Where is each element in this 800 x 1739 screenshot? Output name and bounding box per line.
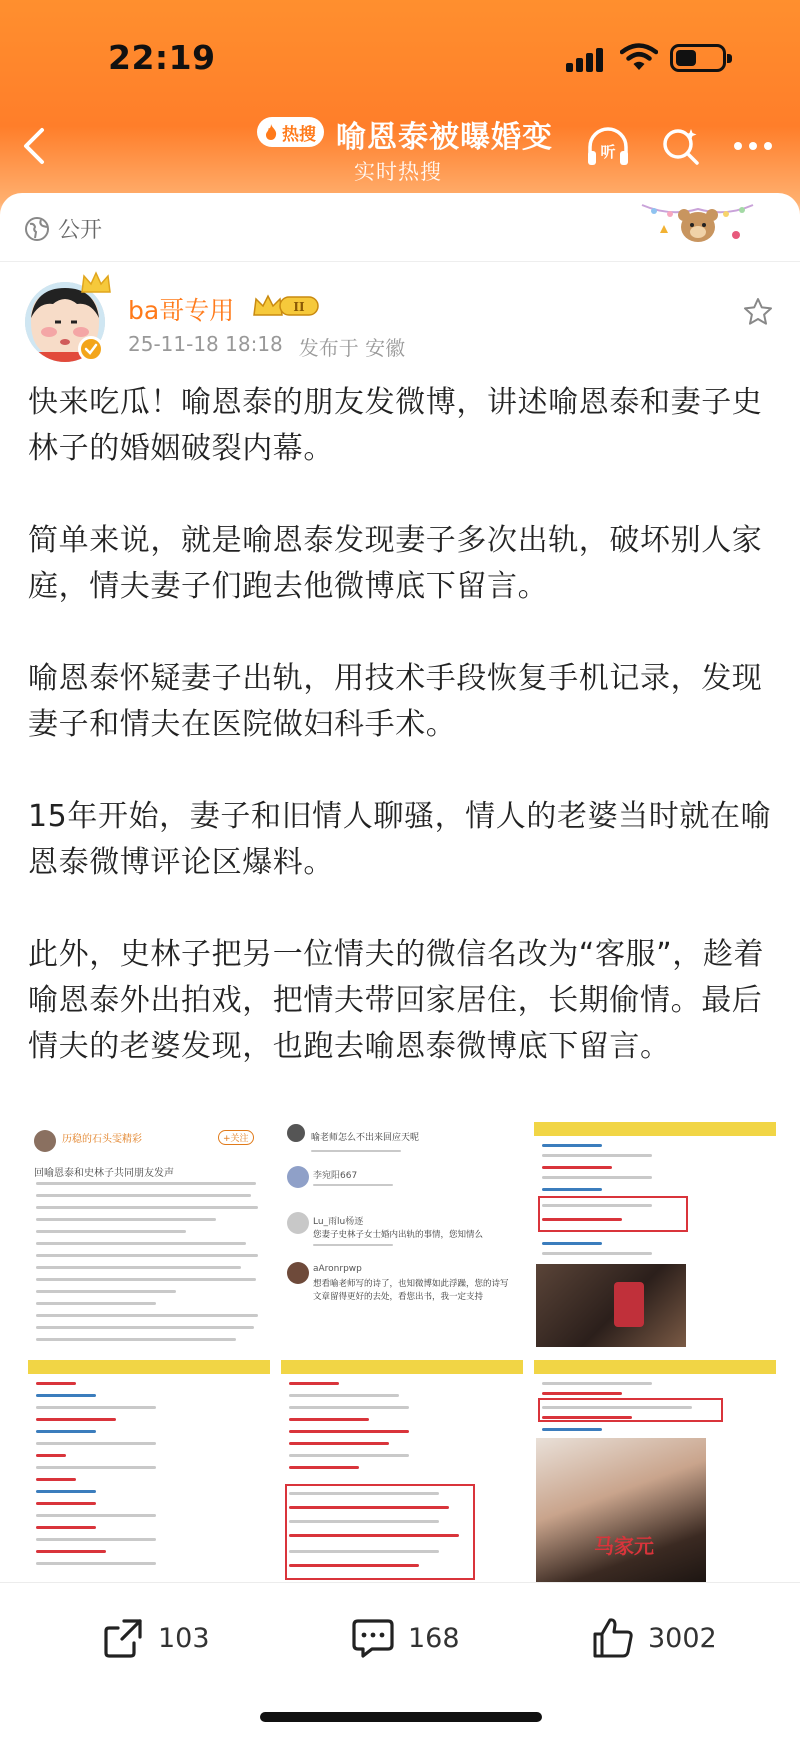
hot-search-badge-label: 热搜 [282, 124, 316, 145]
thumb-user: Lu_雨lu杨逐 [313, 1217, 364, 1227]
thumb-heading: 回喻恩泰和史林子共同朋友发声 [34, 1168, 174, 1179]
hot-search-badge [257, 117, 324, 147]
author-name[interactable]: ba哥专用 [128, 296, 235, 325]
back-arrow-icon[interactable] [16, 126, 56, 166]
verified-badge-icon [78, 336, 104, 362]
battery-icon [670, 44, 726, 72]
status-time: 22:19 [108, 38, 216, 77]
nav-bar [0, 100, 800, 190]
post-location: 发布于 安徽 [298, 336, 406, 360]
thumb-user: aAronrpwp [313, 1264, 362, 1274]
decorative-bear-sticker [640, 197, 755, 247]
level-badge-label: II [293, 300, 305, 314]
image-thumbnail-4[interactable] [28, 1360, 270, 1585]
image-grid [28, 1122, 776, 1582]
image-thumbnail-6[interactable] [534, 1360, 776, 1585]
wifi-icon [620, 42, 658, 72]
thumb-watermark: 马家元 [594, 1534, 654, 1558]
post-paragraph: 快来吃瓜！喻恩泰的朋友发微博，讲述喻恩泰和妻子史林子的婚姻破裂内幕。 [28, 385, 763, 466]
status-bar [0, 0, 800, 110]
thumbs-up-icon [590, 1615, 636, 1661]
visibility-row [24, 213, 102, 244]
thumb-follow-button: +关注 [218, 1130, 254, 1145]
visibility-label: 公开 [58, 218, 103, 243]
post-paragraph: 此外，史林子把另一位情夫的微信名改为“客服”，趁着喻恩泰外出拍戏，把情夫带回家居住，长期偷情。最后情夫的老婆发现，也跑去喻恩泰微博底下留言。 [28, 937, 765, 1064]
repost-count: 103 [158, 1622, 210, 1654]
share-icon [100, 1615, 146, 1661]
post-paragraph: 简单来说，就是喻恩泰发现妻子多次出轨，破坏别人家庭，情夫妻子们跑去他微博底下留言。 [28, 523, 763, 604]
comment-count: 168 [408, 1622, 460, 1654]
repost-button[interactable] [100, 1613, 210, 1663]
svg-text:听: 听 [600, 143, 616, 161]
post-paragraph: 15年开始，妻子和旧情人聊骚，情人的老婆当时就在喻恩泰微博评论区爆料。 [28, 799, 772, 880]
post-date: 25-11-18 18:18 [128, 332, 283, 356]
thumb-comment: 喻老师怎么不出来回应天呢 [311, 1133, 420, 1143]
post-paragraph: 喻恩泰怀疑妻子出轨，用技术手段恢复手机记录，发现妻子和情夫在医院做妇科手术。 [28, 661, 763, 742]
crown-icon [79, 270, 113, 296]
cellular-signal-icon [566, 48, 606, 72]
thumb-author: 历稳的石头雯精彩 [62, 1134, 142, 1145]
post-meta [128, 332, 405, 361]
like-count: 3002 [648, 1622, 717, 1654]
globe-icon [24, 216, 50, 242]
home-indicator [260, 1712, 542, 1722]
flame-icon [263, 123, 279, 141]
like-button[interactable] [590, 1613, 717, 1663]
image-thumbnail-2[interactable] [281, 1122, 523, 1347]
topic-title: 喻恩泰被曝婚变 [336, 120, 553, 155]
comment-icon [350, 1615, 396, 1661]
thumb-comment: 您妻子史林子女士婚内出轨的事情，您知情么 [313, 1230, 484, 1240]
member-level-badge-icon [250, 293, 320, 319]
thumb-comment: 想看喻老师写的诗了，也知微博如此浮躁，您的诗写文章留得更好的去处，看您出书，我一定支持 [313, 1279, 509, 1302]
action-bar [0, 1582, 800, 1692]
comment-button[interactable] [350, 1613, 460, 1663]
image-thumbnail-3[interactable] [534, 1122, 776, 1347]
search-icon[interactable] [660, 126, 702, 168]
listen-headphones-icon[interactable] [585, 125, 631, 169]
image-thumbnail-5[interactable] [281, 1360, 523, 1585]
more-options-icon[interactable] [732, 142, 776, 152]
topic-subtitle: 实时热搜 [354, 160, 442, 184]
post-body [28, 380, 776, 1070]
thumb-avatar [34, 1130, 56, 1152]
header-divider [0, 261, 800, 262]
image-thumbnail-1[interactable] [28, 1122, 270, 1347]
thumb-user: 李宛阳667 [313, 1171, 358, 1181]
favorite-star-icon[interactable] [742, 296, 774, 328]
